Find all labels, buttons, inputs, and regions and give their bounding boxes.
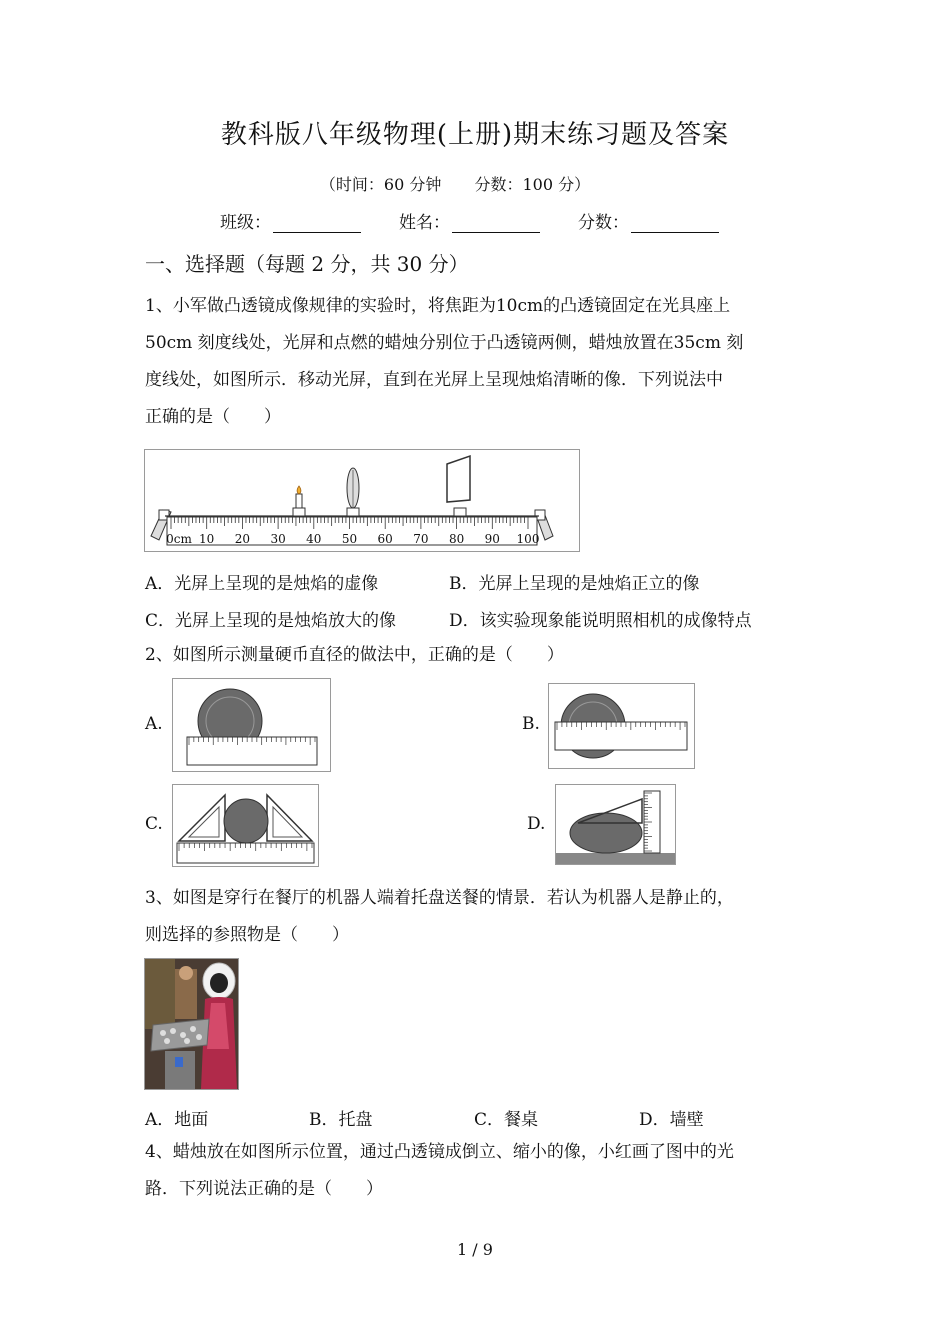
- q1-line: 正确的是（ ）: [145, 407, 281, 427]
- coin-figure-b[interactable]: [548, 683, 695, 769]
- score-label: 分数：: [578, 213, 629, 233]
- ruler-label: 30: [270, 532, 286, 546]
- q2-label-a[interactable]: A.: [145, 714, 163, 734]
- q1-option-a[interactable]: A．光屏上呈现的是烛焰的虚像: [145, 574, 379, 594]
- ruler-label: 90: [484, 532, 500, 546]
- name-blank[interactable]: [452, 212, 540, 233]
- ruler-label: 80: [448, 532, 465, 546]
- coin-figure-c-drawing: [173, 785, 318, 866]
- exam-score: 分数：100 分）: [474, 175, 591, 194]
- coin-figure-d[interactable]: [555, 784, 676, 865]
- question-1-stem: [145, 288, 815, 436]
- question-4-stem: [145, 1134, 815, 1208]
- q4-line: 路．下列说法正确的是（ ）: [145, 1179, 383, 1199]
- question-3-stem: [145, 880, 815, 954]
- q2-label-d[interactable]: D.: [527, 814, 546, 834]
- coin-figure-d-drawing: [556, 785, 675, 864]
- section-heading: 一、选择题（每题 2 分，共 30 分）: [145, 252, 469, 276]
- q3-option-b[interactable]: B．托盘: [309, 1110, 373, 1130]
- ruler-label: 40: [306, 532, 322, 546]
- score-blank[interactable]: [631, 212, 719, 233]
- q2-label-c[interactable]: C.: [145, 814, 163, 834]
- ruler-label: 0cm: [166, 532, 192, 546]
- q1-line: 50cm 刻度线处，光屏和点燃的蜡烛分别位于凸透镜两侧，蜡烛放置在35cm 刻: [145, 333, 744, 353]
- student-info-fields: [220, 208, 757, 233]
- exam-time: （时间：60 分钟: [319, 175, 442, 194]
- coin-figure-a[interactable]: [172, 678, 331, 772]
- q3-option-c[interactable]: C．餐桌: [474, 1110, 539, 1130]
- q1-option-c[interactable]: C．光屏上呈现的是烛焰放大的像: [145, 611, 397, 631]
- q3-line: 3、如图是穿行在餐厅的机器人端着托盘送餐的情景．若认为机器人是静止的，: [145, 888, 734, 908]
- class-field[interactable]: [220, 208, 361, 233]
- ruler-label: 60: [377, 532, 393, 546]
- class-blank[interactable]: [273, 212, 361, 233]
- question-2-stem: 2、如图所示测量硬币直径的做法中，正确的是（ ）: [145, 645, 564, 665]
- name-label: 姓名：: [399, 213, 450, 233]
- ruler-label: 10: [199, 532, 215, 546]
- page-title: 教科版八年级物理(上册)期末练习题及答案: [220, 120, 730, 150]
- coin-figure-a-drawing: [173, 679, 330, 771]
- q3-option-d[interactable]: D．墙壁: [639, 1110, 704, 1130]
- exam-meta: [0, 172, 910, 195]
- optical-bench-figure: [144, 449, 580, 552]
- q4-line: 4、蜡烛放在如图所示位置，通过凸透镜成倒立、缩小的像，小红画了图中的光: [145, 1142, 734, 1162]
- coin-figure-c[interactable]: [172, 784, 319, 867]
- q2-label-b[interactable]: B.: [522, 714, 540, 734]
- q3-option-a[interactable]: A．地面: [145, 1110, 209, 1130]
- q1-option-d[interactable]: D．该实验现象能说明照相机的成像特点: [449, 611, 752, 631]
- ruler-label: 20: [234, 532, 251, 546]
- page-number: 1 / 9: [457, 1240, 493, 1259]
- ruler-label: 100: [516, 532, 540, 546]
- q1-line: 1、小军做凸透镜成像规律的实验时，将焦距为10cm的凸透镜固定在光具座上: [145, 296, 731, 316]
- optical-bench-drawing: [145, 450, 579, 551]
- q1-option-b[interactable]: B．光屏上呈现的是烛焰正立的像: [449, 574, 700, 594]
- q1-line: 度线处，如图所示．移动光屏，直到在光屏上呈现烛焰清晰的像．下列说法中: [145, 370, 723, 390]
- coin-figure-b-drawing: [549, 684, 694, 768]
- robot-photo-drawing: [145, 959, 238, 1089]
- class-label: 班级：: [220, 213, 271, 233]
- ruler-label: 70: [413, 532, 429, 546]
- ruler-label: 50: [341, 532, 358, 546]
- name-field[interactable]: [399, 208, 540, 233]
- robot-waiter-photo: [144, 958, 239, 1090]
- score-field[interactable]: [578, 208, 719, 233]
- q3-line: 则选择的参照物是（ ）: [145, 925, 349, 945]
